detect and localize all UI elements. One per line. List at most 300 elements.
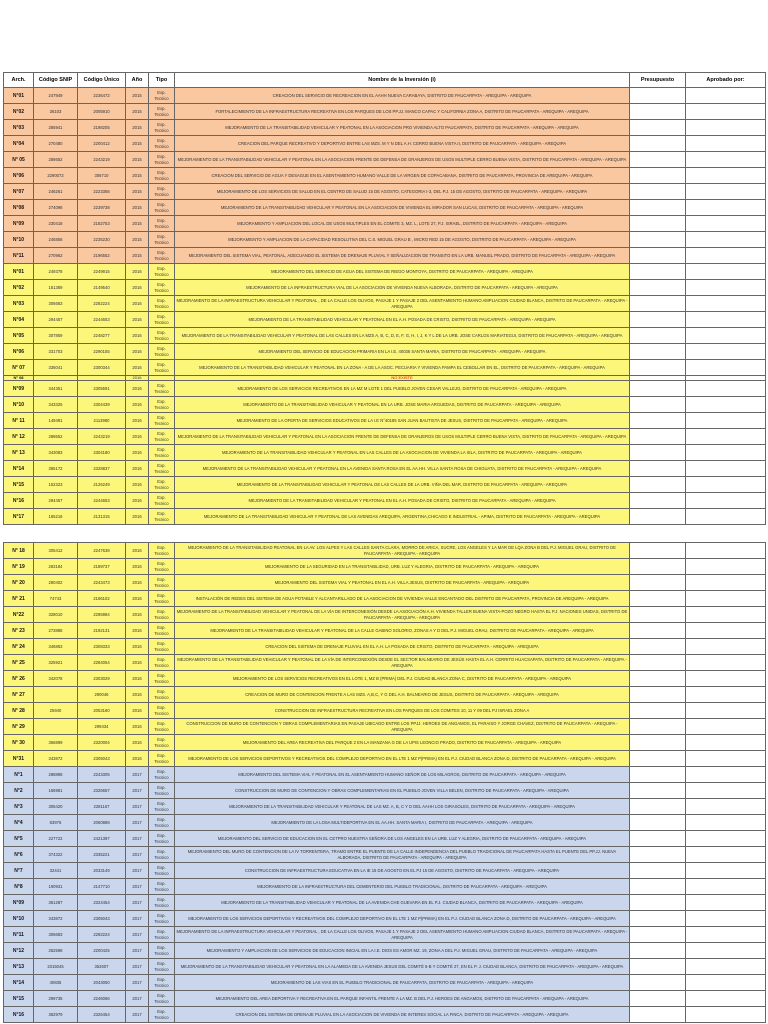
- anio-cell: 2016: [126, 360, 149, 376]
- table-row: [4, 703, 766, 719]
- table-row: [4, 543, 766, 559]
- presupuesto-cell: [630, 671, 686, 687]
- anio-cell: 2016: [126, 312, 149, 328]
- snip-cell: 306683: [34, 927, 78, 943]
- aprobado-cell: [686, 575, 766, 591]
- table-row: [4, 655, 766, 671]
- aprobado-cell: [686, 200, 766, 216]
- unico-cell: 2324454: [78, 895, 126, 911]
- anio-cell: 2017: [126, 911, 149, 927]
- tipo-cell: Exp. Tecnico: [149, 863, 175, 879]
- presupuesto-cell: [630, 232, 686, 248]
- aprobado-cell: [686, 927, 766, 943]
- arch-cell: N°04: [4, 136, 34, 152]
- snip-cell: 365172: [34, 461, 78, 477]
- table-row: [4, 863, 766, 879]
- table-row: [4, 168, 766, 184]
- tipo-cell: Exp. Tecnico: [149, 429, 175, 445]
- nombre-cell: MEJORAMIENTO DEL AREA DEPORTIVA Y RECREATIVA EN EL PARQUE INFANTIL FRENTE A LA MZ. B DEL P.J. HEROES DE ANGAMOS, DISTRITO DE PAUCARPATA - AREQUIPA - AREQUIPA: [175, 991, 630, 1007]
- table-row: [4, 1007, 766, 1023]
- anio-cell: 2016: [126, 543, 149, 559]
- nombre-cell: MEJORAMIENTO DE LA SEGURIDAD EN LA TRANSITABILIDAD, URB. LUZ Y ALEGRIA, DISTRITO DE PAUCARPATA - AREQUIPA - AREQUIPA: [175, 559, 630, 575]
- arch-cell: N°8: [4, 879, 34, 895]
- aprobado-cell: [686, 879, 766, 895]
- snip-cell: 343325: [34, 397, 78, 413]
- nombre-cell: CONSTRUCCION DE MURO DE CONTENCION Y OBRAS COMPLEMENTARIAS EN EL PUEBLO JOVEN VILLA BELEN, DISTRITO DE PAUCARPATA - AREQUIPA - AREQUIPA: [175, 783, 630, 799]
- snip-cell: 336041: [34, 360, 78, 376]
- anio-cell: 2017: [126, 895, 149, 911]
- table-row: [4, 328, 766, 344]
- snip-cell: 2290072: [34, 168, 78, 184]
- anio-cell: 2016: [126, 493, 149, 509]
- tipo-cell: Exp. Tecnico: [149, 927, 175, 943]
- aprobado-cell: [686, 607, 766, 623]
- presupuesto-cell: [630, 461, 686, 477]
- unico-cell: 2326454: [78, 1007, 126, 1023]
- nombre-cell: CREACION DE MURO DE CONTENCION FRENTE A LAS MZS. A,B,C, Y G DEL A.H. BALNEARIO DE JESUS, DISTRITO DE PAUCARPATA - AREQUIPA - AREQUIPA: [175, 687, 630, 703]
- nombre-cell: MEJORAMIENTO DE LA TRANSITABILIDAD VEHICULAR Y PEATONAL EN LA ASOCIACION FRENTE DE DEFENSA DE GRANJEROS DE USOS MULTIPLE CERRO BUENA VISTA, DISTRITO DE PAUCARPATA - AREQUIPA - AREQUIPA: [175, 152, 630, 168]
- arch-cell: N°16: [4, 493, 34, 509]
- anio-cell: 2015: [126, 88, 149, 104]
- tipo-cell: Exp. Tecnico: [149, 591, 175, 607]
- table-row: [4, 381, 766, 397]
- tipo-cell: Exp. Tecnico: [149, 815, 175, 831]
- aprobado-cell: [686, 639, 766, 655]
- table-row: [4, 445, 766, 461]
- tipo-cell: Exp. Tecnico: [149, 847, 175, 863]
- nombre-cell: MEJORAMIENTO DE LOS SERVICIOS DE SALUD EN EL CENTRO DE SALUD 15 DE AGOSTO, CATEGORIA I-3, DEL P.J. 15 DE AGOSTO, DISTRITO DE PAUCARPATA - AREQUIPA - AREQUIPA: [175, 184, 630, 200]
- header-nombre: Nombre de la Inversión (i): [175, 73, 630, 88]
- arch-cell: N°03: [4, 120, 34, 136]
- snip-cell: 270962: [34, 248, 78, 264]
- presupuesto-cell: [630, 607, 686, 623]
- arch-cell: N° 20: [4, 575, 34, 591]
- unico-cell: 2326657: [78, 783, 126, 799]
- unico-cell: 2053160: [78, 703, 126, 719]
- table-row: [4, 783, 766, 799]
- nombre-cell: CREACION DEL SISTEMA DE DRENAJE PLUVIAL EN EL A.H. LA POSADA DE CRISTO, DISTRITO DE PAUCARPATA - AREQUIPA - AREQUIPA: [175, 639, 630, 655]
- snip-cell: 374322: [34, 847, 78, 863]
- unico-cell: 2192131: [78, 623, 126, 639]
- unico-cell: 2421397: [78, 831, 126, 847]
- nombre-cell: MEJORAMIENTO DE LA TRANSITABILIDAD PEATONAL EN LA AV. LOS ALPES Y LAS CALLES SANTA CLARA, MORRO DE ARICA, SUCRE, LOS ANGELES Y LA MAR DE LQA ZONA B DEL P.J. MIGUEL GRAU, DISTRITO DE PAUCARPATA - AREQUIPA - AREQUIPA: [175, 543, 630, 559]
- header-arch: Arch.: [4, 73, 34, 88]
- nombre-cell: MEJORAMIENTO DE LA TRANSITABILIDAD VEHICULAR Y PEATONAL EN LA AVENIDA SANTA ROSA EN EL AA.HH. VILLA SANTA ROSA DE CHIGUATA, DISTRITO DE PAUCARPATA - AREQUIPA - AREQUIPA: [175, 461, 630, 477]
- table-row: [4, 735, 766, 751]
- arch-cell: N°03: [4, 296, 34, 312]
- anio-cell: 2016: [126, 735, 149, 751]
- arch-cell: N°09: [4, 381, 34, 397]
- anio-cell: 2016: [126, 751, 149, 767]
- presupuesto-cell: [630, 831, 686, 847]
- nombre-cell: MEJORAMIENTO DE LA INFRAESTRUCTURA VEHICULAR Y PEATONAL , DE LA CALLE LOS OLIVOS, PASAJE 1 Y PASAJE 2 DEL ASENTAMIENTO HUMANO AMPLIACION CIUDAD BLANCA, DISTRITO DE PAUCARPATA - AREQUIPA - AREQUIPA: [175, 927, 630, 943]
- nombre-cell: MEJORAMIENTO DE LA TRANSITABILIDAD VEHICULAR Y PEATONAL EN LA ZONA - A DE LA ASOC. PECUARIA Y VIVIENDA PAMPA EL CEBOLLAR EN EL, DISTRITO DE PAUCARPATA - AREQUIPA - AREQUIPA: [175, 360, 630, 376]
- header-tipo: Tipo: [149, 73, 175, 88]
- presupuesto-cell: [630, 413, 686, 429]
- arch-cell: N°08: [4, 200, 34, 216]
- unico-cell: 2043050: [78, 975, 126, 991]
- presupuesto-cell: [630, 104, 686, 120]
- nombre-cell: MEJORAMIENTO DE LA TRANSITABILIDAD VEHICULAR Y PEATONAL EN LAS CALLES DE LA ASOCIACION DE VIVIENDA LA ISLA, DISTRITO DE PAUCARPATA - AREQUIPA - AREQUIPA: [175, 445, 630, 461]
- tipo-cell: Exp. Tecnico: [149, 751, 175, 767]
- arch-cell: N°10: [4, 397, 34, 413]
- presupuesto-cell: [630, 783, 686, 799]
- aprobado-cell: [686, 655, 766, 671]
- aprobado-cell: [686, 152, 766, 168]
- table-row: [4, 719, 766, 735]
- table-row: [4, 975, 766, 991]
- arch-cell: N°17: [4, 509, 34, 525]
- nombre-cell: CREACION DEL PARQUE RECREATIVO Y DEPORTIVO ENTRE LAS MZS. M Y N DEL A.H. CERRO BUENA VISTA II, DISTRITO DE PAUCARPATA - AREQUIPA - AREQUIPA: [175, 136, 630, 152]
- aprobado-cell: [686, 429, 766, 445]
- unico-cell: 2328837: [78, 461, 126, 477]
- anio-cell: 2016: [126, 376, 149, 381]
- arch-cell: N°31: [4, 751, 34, 767]
- unico-cell: 2243219: [78, 429, 126, 445]
- aprobado-cell: [686, 831, 766, 847]
- presupuesto-cell: [630, 248, 686, 264]
- nombre-cell: CREACION DEL SERVICIO DE AGUA Y DESAGUE EN EL ASENTAMIENTO HUMANO VALLE DE LA VIRGEN DE COPACABANA, DISTRITO DE PAUCARPATA, PROVINCIA DE AREQUIPA - AREQUIPA: [175, 168, 630, 184]
- presupuesto-cell: [630, 264, 686, 280]
- tipo-cell: Exp. Tecnico: [149, 831, 175, 847]
- nombre-cell: MEJORAMIENTO DEL SERVICIO DE EDUCACION EN EL CETPRO NUESTRA SEÑORA DE LOS ANGELES EN LA URB. LUZ Y ALEGRIA, DISTRITO DE PAUCARPATA - AREQUIPA - AREQUIPA: [175, 831, 630, 847]
- anio-cell: 2016: [126, 655, 149, 671]
- anio-cell: 2017: [126, 959, 149, 975]
- snip-cell: 342078: [34, 671, 78, 687]
- arch-cell: N°5: [4, 831, 34, 847]
- table-row: [4, 200, 766, 216]
- unico-cell: 2303029: [78, 671, 126, 687]
- arch-cell: N°02: [4, 280, 34, 296]
- anio-cell: 2017: [126, 927, 149, 943]
- aprobado-cell: [686, 783, 766, 799]
- table-row: [4, 120, 766, 136]
- presupuesto-cell: [630, 895, 686, 911]
- presupuesto-cell: [630, 200, 686, 216]
- aprobado-cell: [686, 591, 766, 607]
- tipo-cell: Exp. Tecnico: [149, 911, 175, 927]
- aprobado-cell: [686, 232, 766, 248]
- table-row: [4, 104, 766, 120]
- tipo-cell: Exp. Tecnico: [149, 895, 175, 911]
- aprobado-cell: [686, 959, 766, 975]
- unico-cell: 2249915: [78, 264, 126, 280]
- presupuesto-cell: [630, 767, 686, 783]
- nombre-cell: MEJORAMIENTO DE LOS SERVICIOS RECREATIVOS EN LA MZ M LOTE 1 DEL PUEBLO JOVEN CESAR VALLEJO, DISTRITO DE PAUCARPATA - AREQUIPA - AREQUIPA: [175, 381, 630, 397]
- unico-cell: 2305591: [78, 381, 126, 397]
- table-row: [4, 639, 766, 655]
- arch-cell: N°1: [4, 767, 34, 783]
- tipo-cell: Exp. Tecnico: [149, 216, 175, 232]
- table-row: [4, 687, 766, 703]
- aprobado-cell: [686, 296, 766, 312]
- arch-cell: N°05: [4, 328, 34, 344]
- snip-cell: 299735: [34, 991, 78, 1007]
- anio-cell: 2016: [126, 429, 149, 445]
- tipo-cell: Exp. Tecnico: [149, 639, 175, 655]
- aprobado-cell: [686, 703, 766, 719]
- tipo-cell: Exp. Tecnico: [149, 575, 175, 591]
- snip-cell: 161389: [34, 280, 78, 296]
- anio-cell: 2015: [126, 248, 149, 264]
- snip-cell: 362979: [34, 1007, 78, 1023]
- anio-cell: 2016: [126, 328, 149, 344]
- tipo-cell: Exp. Tecnico: [149, 413, 175, 429]
- arch-cell: N°13: [4, 959, 34, 975]
- unico-cell: 2131315: [78, 509, 126, 525]
- presupuesto-cell: [630, 493, 686, 509]
- snip-cell: 285941: [34, 120, 78, 136]
- anio-cell: 2015: [126, 200, 149, 216]
- arch-cell: N° 25: [4, 655, 34, 671]
- arch-cell: N°06: [4, 168, 34, 184]
- presupuesto-cell: [630, 344, 686, 360]
- presupuesto-cell: [630, 943, 686, 959]
- aprobado-cell: [686, 509, 766, 525]
- anio-cell: 2016: [126, 687, 149, 703]
- presupuesto-cell: [630, 623, 686, 639]
- tipo-cell: Exp. Tecnico: [149, 607, 175, 623]
- unico-cell: 2239738: [78, 200, 126, 216]
- tipo-cell: Exp. Tecnico: [149, 493, 175, 509]
- aprobado-cell: [686, 543, 766, 559]
- table-row: [4, 184, 766, 200]
- snip-cell: 328010: [34, 607, 78, 623]
- anio-cell: 2016: [126, 575, 149, 591]
- unico-cell: 2243473: [78, 575, 126, 591]
- table-row: [4, 360, 766, 376]
- nombre-cell: MEJORAMIENTO DE LA LOSA MULTIDEPORTIVA EN EL AA.HH. SANTA MARIA I, DISTRITO DE PAUCARPATA - AREQUIPA - AREQUIPA: [175, 815, 630, 831]
- arch-cell: N° 18: [4, 543, 34, 559]
- unico-cell: 2285984: [78, 607, 126, 623]
- snip-cell: 307859: [34, 328, 78, 344]
- tipo-cell: Exp. Tecnico: [149, 879, 175, 895]
- unico-cell: 2282224: [78, 296, 126, 312]
- arch-cell: N°7: [4, 863, 34, 879]
- table-row: [4, 991, 766, 1007]
- snip-cell: 305412: [34, 543, 78, 559]
- table-row: [4, 477, 766, 493]
- anio-cell: 2017: [126, 767, 149, 783]
- arch-cell: N°6: [4, 847, 34, 863]
- sheet-page-2: [3, 542, 765, 1023]
- unico-cell: 2281167: [78, 799, 126, 815]
- aprobado-cell: [686, 895, 766, 911]
- snip-cell: 246261: [34, 184, 78, 200]
- table-row: [4, 397, 766, 413]
- unico-cell: 2223356: [78, 184, 126, 200]
- nombre-cell: MEJORAMIENTO DE LOS SERVICIOS DEPORTIVOS Y RECREATIVOS DEL COMPLEJO DEPORTIVO EN EL LTE 1 MZ P(PRIMA) EN EL P.J. CIUDAD BLANCA ZONA D, DISTRITO DE PAUCARPATA - AREQUIPA - AREQUIPA: [175, 751, 630, 767]
- unico-cell: 299434: [78, 719, 126, 735]
- nombre-cell: MEJORAMIENTO DE LA TRANSITABILIDAD VEHICULAR Y PEATONAL EN LA ASOCIACION PRO VIVIENDA ALTO PAUCARPATA, DISTRITO DE PAUCARPATA - AREQUIPA - AREQUIPA: [175, 120, 630, 136]
- presupuesto-cell: [630, 863, 686, 879]
- table-row: [4, 799, 766, 815]
- unico-cell: 2305043: [78, 911, 126, 927]
- table-header-row: [4, 73, 766, 88]
- table-row: [4, 671, 766, 687]
- unico-cell: 2282224: [78, 927, 126, 943]
- arch-cell: N° 19: [4, 559, 34, 575]
- anio-cell: 2017: [126, 847, 149, 863]
- nombre-cell: MEJORAMIENTO DE LAS VIAS EN EL PUEBLO TRADICIONAL DE PAUCARPATA, DISTRITO DE PAUCARPATA - AREQUIPA - AREQUIPA: [175, 975, 630, 991]
- aprobado-cell: [686, 248, 766, 264]
- anio-cell: 2017: [126, 831, 149, 847]
- aprobado-cell: [686, 943, 766, 959]
- snip-cell: 262598: [34, 943, 78, 959]
- aprobado-cell: [686, 687, 766, 703]
- snip-cell: 273888: [34, 623, 78, 639]
- presupuesto-cell: [630, 429, 686, 445]
- anio-cell: 2016: [126, 639, 149, 655]
- unico-cell: 2246066: [78, 991, 126, 1007]
- table-row: [4, 461, 766, 477]
- anio-cell: 2016: [126, 296, 149, 312]
- table-row: [4, 591, 766, 607]
- table-row: [4, 767, 766, 783]
- snip-cell: 343872: [34, 911, 78, 927]
- anio-cell: 2015: [126, 216, 149, 232]
- unico-cell: 2304180: [78, 445, 126, 461]
- aprobado-cell: [686, 344, 766, 360]
- tipo-cell: Exp. Tecnico: [149, 360, 175, 376]
- presupuesto-cell: [630, 88, 686, 104]
- anio-cell: 2015: [126, 168, 149, 184]
- nombre-cell: MEJORAMIENTO DE LA TRANSITABILIDAD VEHICULAR Y PEATONAL DE LA VÍA DE INTERCONEXIÓN DESDE EL SECTOR BALNEARIO DE JESÚS HASTA EL A.H. CERRITO HUACSAPATA, DISTRITO DE PAUCARPATA - AREQUIPA - AREQUIPA: [175, 655, 630, 671]
- unico-cell: 2033149: [78, 863, 126, 879]
- nombre-cell: MEJORAMIENTO DEL SERVICIO DE AGUA DEL SISTEMA DE RIEGO MONTOYA, DISTRITO DE PAUCARPATA - AREQUIPA - AREQUIPA: [175, 264, 630, 280]
- anio-cell: 2016: [126, 445, 149, 461]
- nombre-cell: MEJORAMIENTO DE LA TRANSITABILIDAD VEHICULAR Y PEATONAL DE LA AVENIDA CHE GUEVARA EN EL P.J. CIUDAD BLANCA, DISTRITO DE PAUCARPATA - AREQUIPA - AREQUIPA: [175, 895, 630, 911]
- snip-cell: [34, 687, 78, 703]
- aprobado-cell: [686, 312, 766, 328]
- nombre-cell: MEJORAMIENTO DE LA INFRAESTRUCTURA VEHICULAR Y PEATONAL , DE LA CALLE LOS OLIVOS, PASAJE 1 Y PASAJE 2 DEL ASENTAMIENTO HUMANO AMPLIACION CIUDAD BLANCA, DISTRITO DE PAUCARPATA - AREQUIPA - AREQUIPA: [175, 296, 630, 312]
- nombre-cell: MEJORAMIENTO DE LA TRANSITABILIDAD VEHICULAR Y PEATONAL DE LAS CALLES EN LA MZS A, B, C, D, E, F, G, H, I, J, K Y L DE LA URB. JOSE CARLOS MARIATEGUI, DISTRITO DE PAUCARPATA - AREQUIPA - AREQUIPA: [175, 328, 630, 344]
- tipo-cell: Exp. Tecnico: [149, 543, 175, 559]
- anio-cell: 2016: [126, 719, 149, 735]
- presupuesto-cell: [630, 397, 686, 413]
- table-row: [4, 895, 766, 911]
- unico-cell: 2005910: [78, 104, 126, 120]
- tipo-cell: Exp. Tecnico: [149, 397, 175, 413]
- snip-cell: 25940: [34, 703, 78, 719]
- table-row: [4, 296, 766, 312]
- anio-cell: 2016: [126, 381, 149, 397]
- anio-cell: 2016: [126, 671, 149, 687]
- presupuesto-cell: [630, 168, 686, 184]
- arch-cell: N°11: [4, 927, 34, 943]
- unico-cell: 2300344: [78, 360, 126, 376]
- tipo-cell: Exp. Tecnico: [149, 783, 175, 799]
- aprobado-cell: [686, 461, 766, 477]
- nombre-cell: MEJORAMIENTO DEL SISTEMA VIAL Y PEATONAL EN EL ASENTAMIENTO HUMANO SEÑOR DE LOS MILAGROS, DISTRITO DE PAUCARPATA - AREQUIPA - AREQUIPA: [175, 767, 630, 783]
- aprobado-cell: [686, 671, 766, 687]
- snip-cell: 283184: [34, 559, 78, 575]
- arch-cell: N°04: [4, 312, 34, 328]
- nombre-cell: MEJORAMIENTO DE LOS SERVICIOS DEPORTIVOS Y RECREATIVOS DEL COMPLEJO DEPORTIVO EN EL LTE 1 MZ P(PRIMA) EN EL P.J. CIUDAD BLANCA ZONA D, DISTRITO DE PAUCARPATA - AREQUIPA - AREQUIPA: [175, 911, 630, 927]
- tipo-cell: Exp. Tecnico: [149, 623, 175, 639]
- header-anio: Año: [126, 73, 149, 88]
- snip-cell: 294457: [34, 312, 78, 328]
- tipo-cell: Exp. Tecnico: [149, 671, 175, 687]
- nombre-cell: INSTALACIÓN DE REDES DEL SISTEMA DE AGUA POTABLE Y ALCANTARILLADO DE LA ASOCIACION DE VIVIENDA VALLE ENCANTADO DEL DISTRITO DE PAUCARPATA, PROVINCIA DE AREQUIPA - AREQUIPA: [175, 591, 630, 607]
- tipo-cell: Exp. Tecnico: [149, 767, 175, 783]
- table-row: [4, 911, 766, 927]
- nombre-cell: MEJORAMIENTO DE LOS SERVICIOS RECREATIVOS EN EL LOTE 1, MZ B (PRIMA) DEL P.J. CIUDAD BLANCA ZONA C, DISTRITO DE PAUCARPATA - AREQUIPA - AREQUIPA: [175, 671, 630, 687]
- aprobado-cell: [686, 216, 766, 232]
- aprobado-cell: [686, 104, 766, 120]
- unico-cell: 352607: [78, 959, 126, 975]
- aprobado-cell: [686, 975, 766, 991]
- tipo-cell: Exp. Tecnico: [149, 136, 175, 152]
- tipo-cell: Exp. Tecnico: [149, 381, 175, 397]
- table-body-1: [4, 88, 766, 525]
- table-row: [4, 623, 766, 639]
- aprobado-cell: [686, 863, 766, 879]
- table-row: [4, 959, 766, 975]
- snip-cell: 149491: [34, 413, 78, 429]
- nombre-cell: MEJORAMIENTO Y AMPLIACION DEL LOCAL DE USOS MULTIPLES EN EL COMITE 3, MZ. L, LOTE 27, P.J. ISRAEL, DISTRITO DE PAUCARPATA - AREQUIPA - AREQUIPA: [175, 216, 630, 232]
- nombre-cell: MEJORAMIENTO DEL SISTEMA VIAL Y PEATONAL EN EL A.H. VILLA JESUS, DISTRITO DE PAUCARPATA - AREQUIPA - AREQUIPA: [175, 575, 630, 591]
- snip-cell: 2315045: [34, 959, 78, 975]
- aprobado-cell: [686, 280, 766, 296]
- unico-cell: 2304439: [78, 397, 126, 413]
- aprobado-cell: [686, 88, 766, 104]
- presupuesto-cell: [630, 735, 686, 751]
- table-row: [4, 831, 766, 847]
- tipo-cell: Exp. Tecnico: [149, 296, 175, 312]
- aprobado-cell: [686, 751, 766, 767]
- nombre-cell: MEJORAMIENTO DE LA INFRAESTRUCTURA DEL CEMENTERIO DEL PUEBLO TRADICIONAL, DISTRITO DE PAUCARPATA - AREQUIPA - AREQUIPA: [175, 879, 630, 895]
- anio-cell: 2017: [126, 783, 149, 799]
- presupuesto-cell: [630, 751, 686, 767]
- nombre-cell: CONSTRUCCION DE INFRAESTRUCTURA RECREATIVA EN LOS PARQUES DE LOS COMITES 10, 11 Y 09 DEL PJ ISRAEL ZONA A: [175, 703, 630, 719]
- arch-cell: N° 21: [4, 591, 34, 607]
- nombre-cell: MEJORAMIENTO DE LA TRANSITABILIDAD VEHICULAR Y PEATONAL EN LA URB. JOSE MARIA ARGUEDAS, DISTRITO DE PAUCARPATA - AREQUIPA - AREQUIPA: [175, 397, 630, 413]
- unico-cell: 2335221: [78, 847, 126, 863]
- table-row: [4, 575, 766, 591]
- presupuesto-cell: [630, 639, 686, 655]
- anio-cell: 2017: [126, 975, 149, 991]
- tipo-cell: Exp. Tecnico: [149, 477, 175, 493]
- aprobado-cell: [686, 991, 766, 1007]
- unico-cell: 2243305: [78, 767, 126, 783]
- unico-cell: 2196552: [78, 248, 126, 264]
- snip-cell: 343872: [34, 751, 78, 767]
- nombre-cell: CREACION DEL SISTEMA DE DRENAJE PLUVIAL EN LA ASOCIACION DE VIVIENDA DE INTERES SOCIAL LA FINCA, DISTRITO DE PAUCARPATA - AREQUIPA - AREQUIPA: [175, 1007, 630, 1023]
- tipo-cell: Exp. Tecnico: [149, 328, 175, 344]
- aprobado-cell: [686, 184, 766, 200]
- snip-cell: 74743: [34, 591, 78, 607]
- snip-cell: 288652: [34, 152, 78, 168]
- snip-cell: 249378: [34, 264, 78, 280]
- arch-cell: N°10: [4, 911, 34, 927]
- aprobado-cell: [686, 477, 766, 493]
- unico-cell: 2247638: [78, 543, 126, 559]
- snip-cell: 247949: [34, 88, 78, 104]
- nombre-cell: MEJORAMIENTO DE LA TRANSITABILIDAD VEHICULAR Y PEATONAL EN EL A.H. POSADA DE CRISTO, DISTRITO DE PAUCARPATA - AREQUIPA - AREQUIPA: [175, 493, 630, 509]
- tipo-cell: Exp. Tecnico: [149, 959, 175, 975]
- tipo-cell: Exp. Tecnico: [149, 559, 175, 575]
- nombre-cell: MEJORAMIENTO DE LA TRANSITABILIDAD VEHICULAR Y PEATONAL DE LAS MZ. A, B, C Y D DEL AAHH LOS GIRASOLES, DISTRITO DE PAUCARPATA - AREQUIPA - AREQUIPA: [175, 799, 630, 815]
- tipo-cell: Exp. Tecnico: [149, 120, 175, 136]
- arch-cell: N°15: [4, 477, 34, 493]
- tipo-cell: Exp. Tecnico: [149, 184, 175, 200]
- header-aprobado: Aprobado por:: [686, 73, 766, 88]
- table-row: [4, 493, 766, 509]
- aprobado-cell: [686, 328, 766, 344]
- arch-cell: N°11: [4, 248, 34, 264]
- arch-cell: N°01: [4, 88, 34, 104]
